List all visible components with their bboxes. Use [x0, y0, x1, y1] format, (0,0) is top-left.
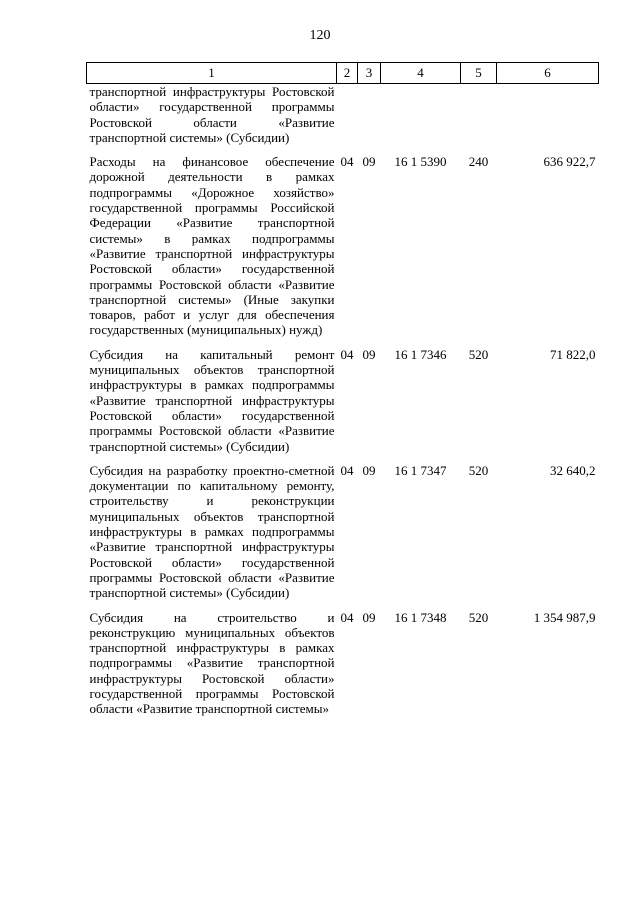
table-row [87, 463, 599, 601]
row-section: 04 [340, 154, 354, 170]
row-expense-type: 240 [468, 154, 489, 170]
row-section: 04 [340, 462, 354, 478]
row-description: Субсидия на капитальный ремонт муниципальных объектов транспортной инфраструктуры в рамках подпрограммы «Развитие транспортной инфраструктуры Ростовской области» государственной программы Ростовской области «Развитие транспортной системы» (Субсидии) [89, 346, 335, 454]
row-subsection [358, 84, 381, 146]
row-target-code: 16 1 7346 [394, 346, 447, 362]
row-amount: 32 640,2 [550, 462, 596, 478]
row-expense-type [461, 84, 497, 146]
row-description: Расходы на финансовое обеспечение дорожной деятельности в рамках подпрограммы «Дорожное хозяйство» государственной программы Российской Федерации «Развитие транспортной системы» в рамках подпрограммы «Развитие транспортной инфраструктуры Ростовской области» государственной программы Ростовской области «Развитие транспортной системы» (Иные закупки товаров, работ и услуг для обеспечения государственных (муниципальных) нужд) [89, 154, 335, 338]
budget-table [86, 62, 599, 717]
row-subsection: 09 [362, 462, 376, 478]
table-row [87, 84, 599, 146]
header-col-6: 6 [497, 63, 599, 84]
row-section: 04 [340, 346, 354, 362]
row-subsection: 09 [362, 346, 376, 362]
row-target-code: 16 1 7348 [394, 609, 447, 625]
header-col-5: 5 [461, 63, 497, 84]
row-description: Субсидия на разработку проектно-сметной документации по капитальному ремонту, строительству и реконструкции муниципальных объектов транспортной инфраструктуры в рамках подпрограммы «Развитие транспортной инфраструктуры Ростовской области» государственной программы Ростовской области «Развитие транспортной системы» (Субсидии) [89, 462, 335, 601]
table-row [87, 347, 599, 454]
row-amount: 1 354 987,9 [533, 609, 596, 625]
row-target-code: 16 1 5390 [394, 154, 447, 170]
header-col-1: 1 [87, 63, 337, 84]
table-row [87, 610, 599, 717]
row-subsection: 09 [362, 154, 376, 170]
row-expense-type: 520 [468, 346, 489, 362]
row-section: 04 [340, 609, 354, 625]
row-section [337, 84, 358, 146]
header-col-2: 2 [337, 63, 358, 84]
table-header-row [87, 63, 599, 84]
row-description: Субсидия на строительство и реконструкцию муниципальных объектов транспортной инфраструктуры в рамках подпрограммы «Развитие транспортной инфраструктуры Ростовской области» государственной программы Ростовской области «Развитие транспортной системы» [89, 609, 335, 717]
row-target-code [381, 84, 461, 146]
row-subsection: 09 [362, 609, 376, 625]
header-col-3: 3 [358, 63, 381, 84]
row-amount: 71 822,0 [550, 346, 596, 362]
row-expense-type: 520 [468, 609, 489, 625]
row-amount [497, 84, 599, 146]
row-amount: 636 922,7 [543, 154, 596, 170]
row-description: транспортной инфраструктуры Ростовской области» государственной программы Ростовской области «Развитие транспортной системы» (Субсидии) [89, 84, 335, 145]
row-target-code: 16 1 7347 [394, 462, 447, 478]
table-row [87, 154, 599, 338]
row-expense-type: 520 [468, 462, 489, 478]
header-col-4: 4 [381, 63, 461, 84]
page-number: 120 [309, 28, 331, 43]
